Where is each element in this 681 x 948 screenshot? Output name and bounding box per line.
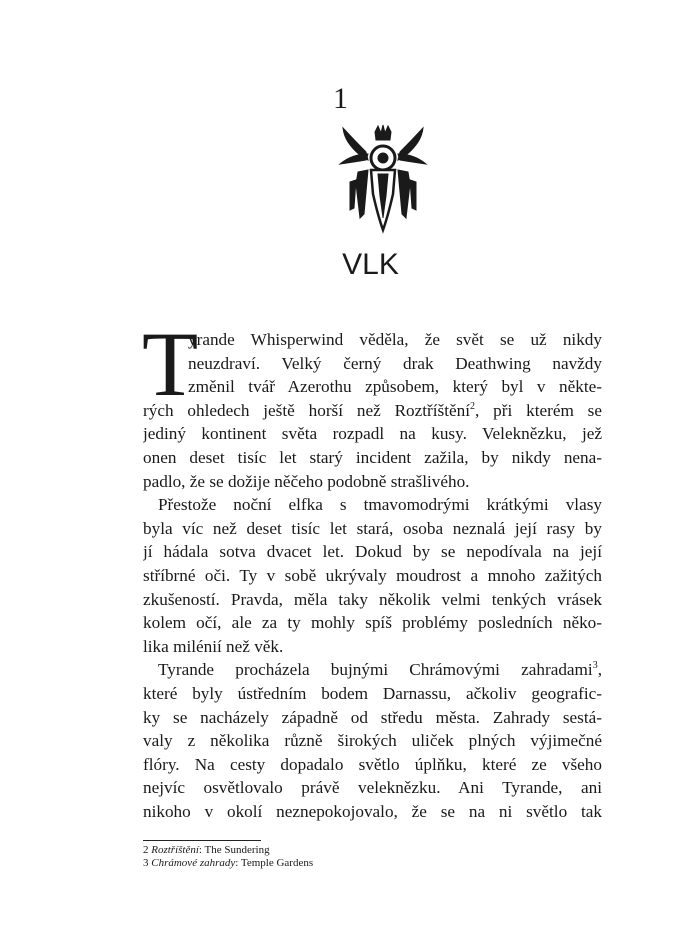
text-line	[143, 446, 602, 470]
text-line	[143, 706, 602, 730]
footnote	[143, 844, 313, 857]
footnote-text: : Temple Gardens	[235, 857, 314, 869]
footnote-ref: 2	[470, 400, 475, 412]
night-elf-emblem-icon	[338, 124, 428, 234]
text-segment: yrande Whisperwind věděla, že svět se už nikdy	[188, 330, 602, 349]
footnote-ref: 3	[592, 660, 598, 672]
text-line	[143, 729, 602, 753]
text-segment: valy z několika různě širokých uliček plných výjimečné	[143, 731, 602, 751]
footnote-rule	[143, 840, 261, 841]
text-line	[143, 399, 602, 423]
footnote-number: 3	[143, 857, 149, 869]
text-line	[143, 540, 602, 564]
text-segment: jediný kontinent světa rozpadl na kusy. Veleknězku, jež	[143, 424, 602, 444]
chapter-number: 1	[333, 82, 348, 115]
text-line	[143, 682, 602, 706]
text-segment: ky se nacházely západně od středu města. Zahrady sestá-	[143, 707, 602, 727]
text-segment: padlo, že se dožije něčeho podobně strašlivého.	[143, 471, 470, 491]
text-segment: byla víc než deset tisíc let stará, osoba neznalá její rasy by	[143, 518, 602, 538]
text-line	[143, 800, 602, 824]
text-segment: flóry. Na cesty dopadalo světlo úplňku, které ze všeho	[143, 754, 602, 774]
text-line	[143, 328, 602, 352]
text-segment: zkušeností. Pravda, měla taky několik velmi tenkých vrásek	[143, 589, 602, 609]
text-segment: lika milénií než věk.	[143, 636, 284, 656]
body-text	[143, 328, 602, 823]
text-line	[143, 564, 602, 588]
footnote	[143, 857, 313, 870]
text-line	[143, 776, 602, 800]
text-line	[143, 375, 602, 399]
text-line	[143, 658, 602, 682]
text-line	[143, 635, 602, 659]
text-line	[143, 422, 602, 446]
text-segment: onen deset tisíc let starý incident zažila, by nikdy nena-	[143, 447, 602, 467]
footnote-number: 2	[143, 844, 149, 856]
footnote-text: : The Sundering	[198, 844, 270, 856]
text-line	[143, 470, 602, 494]
text-segment: Přestože noční elfka s tmavomodrými krátkými vlasy	[158, 495, 602, 515]
footnote-term: Chrámové zahrady	[151, 857, 236, 869]
text-segment: jí hádala sotva dvacet let. Dokud by se nepodívala na její	[143, 542, 602, 562]
text-line	[143, 517, 602, 541]
text-segment: Tyrande procházela bujnými Chrámovými zahradami	[158, 660, 593, 680]
text-segment: kolem očí, ale za ty mohly spíš problémy posledních něko-	[143, 613, 602, 633]
chapter-title: VLK	[342, 248, 399, 281]
text-line	[143, 352, 602, 376]
text-segment: , při kterém se	[475, 400, 602, 420]
text-line	[143, 588, 602, 612]
footnotes	[143, 844, 313, 870]
text-segment: neuzdraví. Velký černý drak Deathwing navždy	[188, 353, 602, 373]
text-segment: nejvíc osvětlovalo právě veleknězku. Ani Tyrande, ani	[143, 778, 602, 798]
text-line	[143, 753, 602, 777]
text-segment: ,	[597, 660, 602, 680]
drop-cap: T	[142, 313, 199, 415]
text-segment: změnil tvář Azerothu způsobem, který byl v někte-	[188, 377, 602, 397]
text-segment: které byly ústředním bodem Darnassu, ačkoliv geografic-	[143, 683, 602, 703]
text-line	[143, 611, 602, 635]
text-segment: rých ohledech ještě horší než Roztříštění	[143, 400, 470, 420]
text-line	[143, 493, 602, 517]
text-segment: nikoho v okolí neznepokojovalo, že se na ni světlo tak	[143, 801, 602, 821]
text-segment: stříbrné oči. Ty v sobě ukrývaly moudrost a mnoho zažitých	[143, 565, 602, 585]
footnote-term: Roztříštění	[151, 844, 199, 856]
